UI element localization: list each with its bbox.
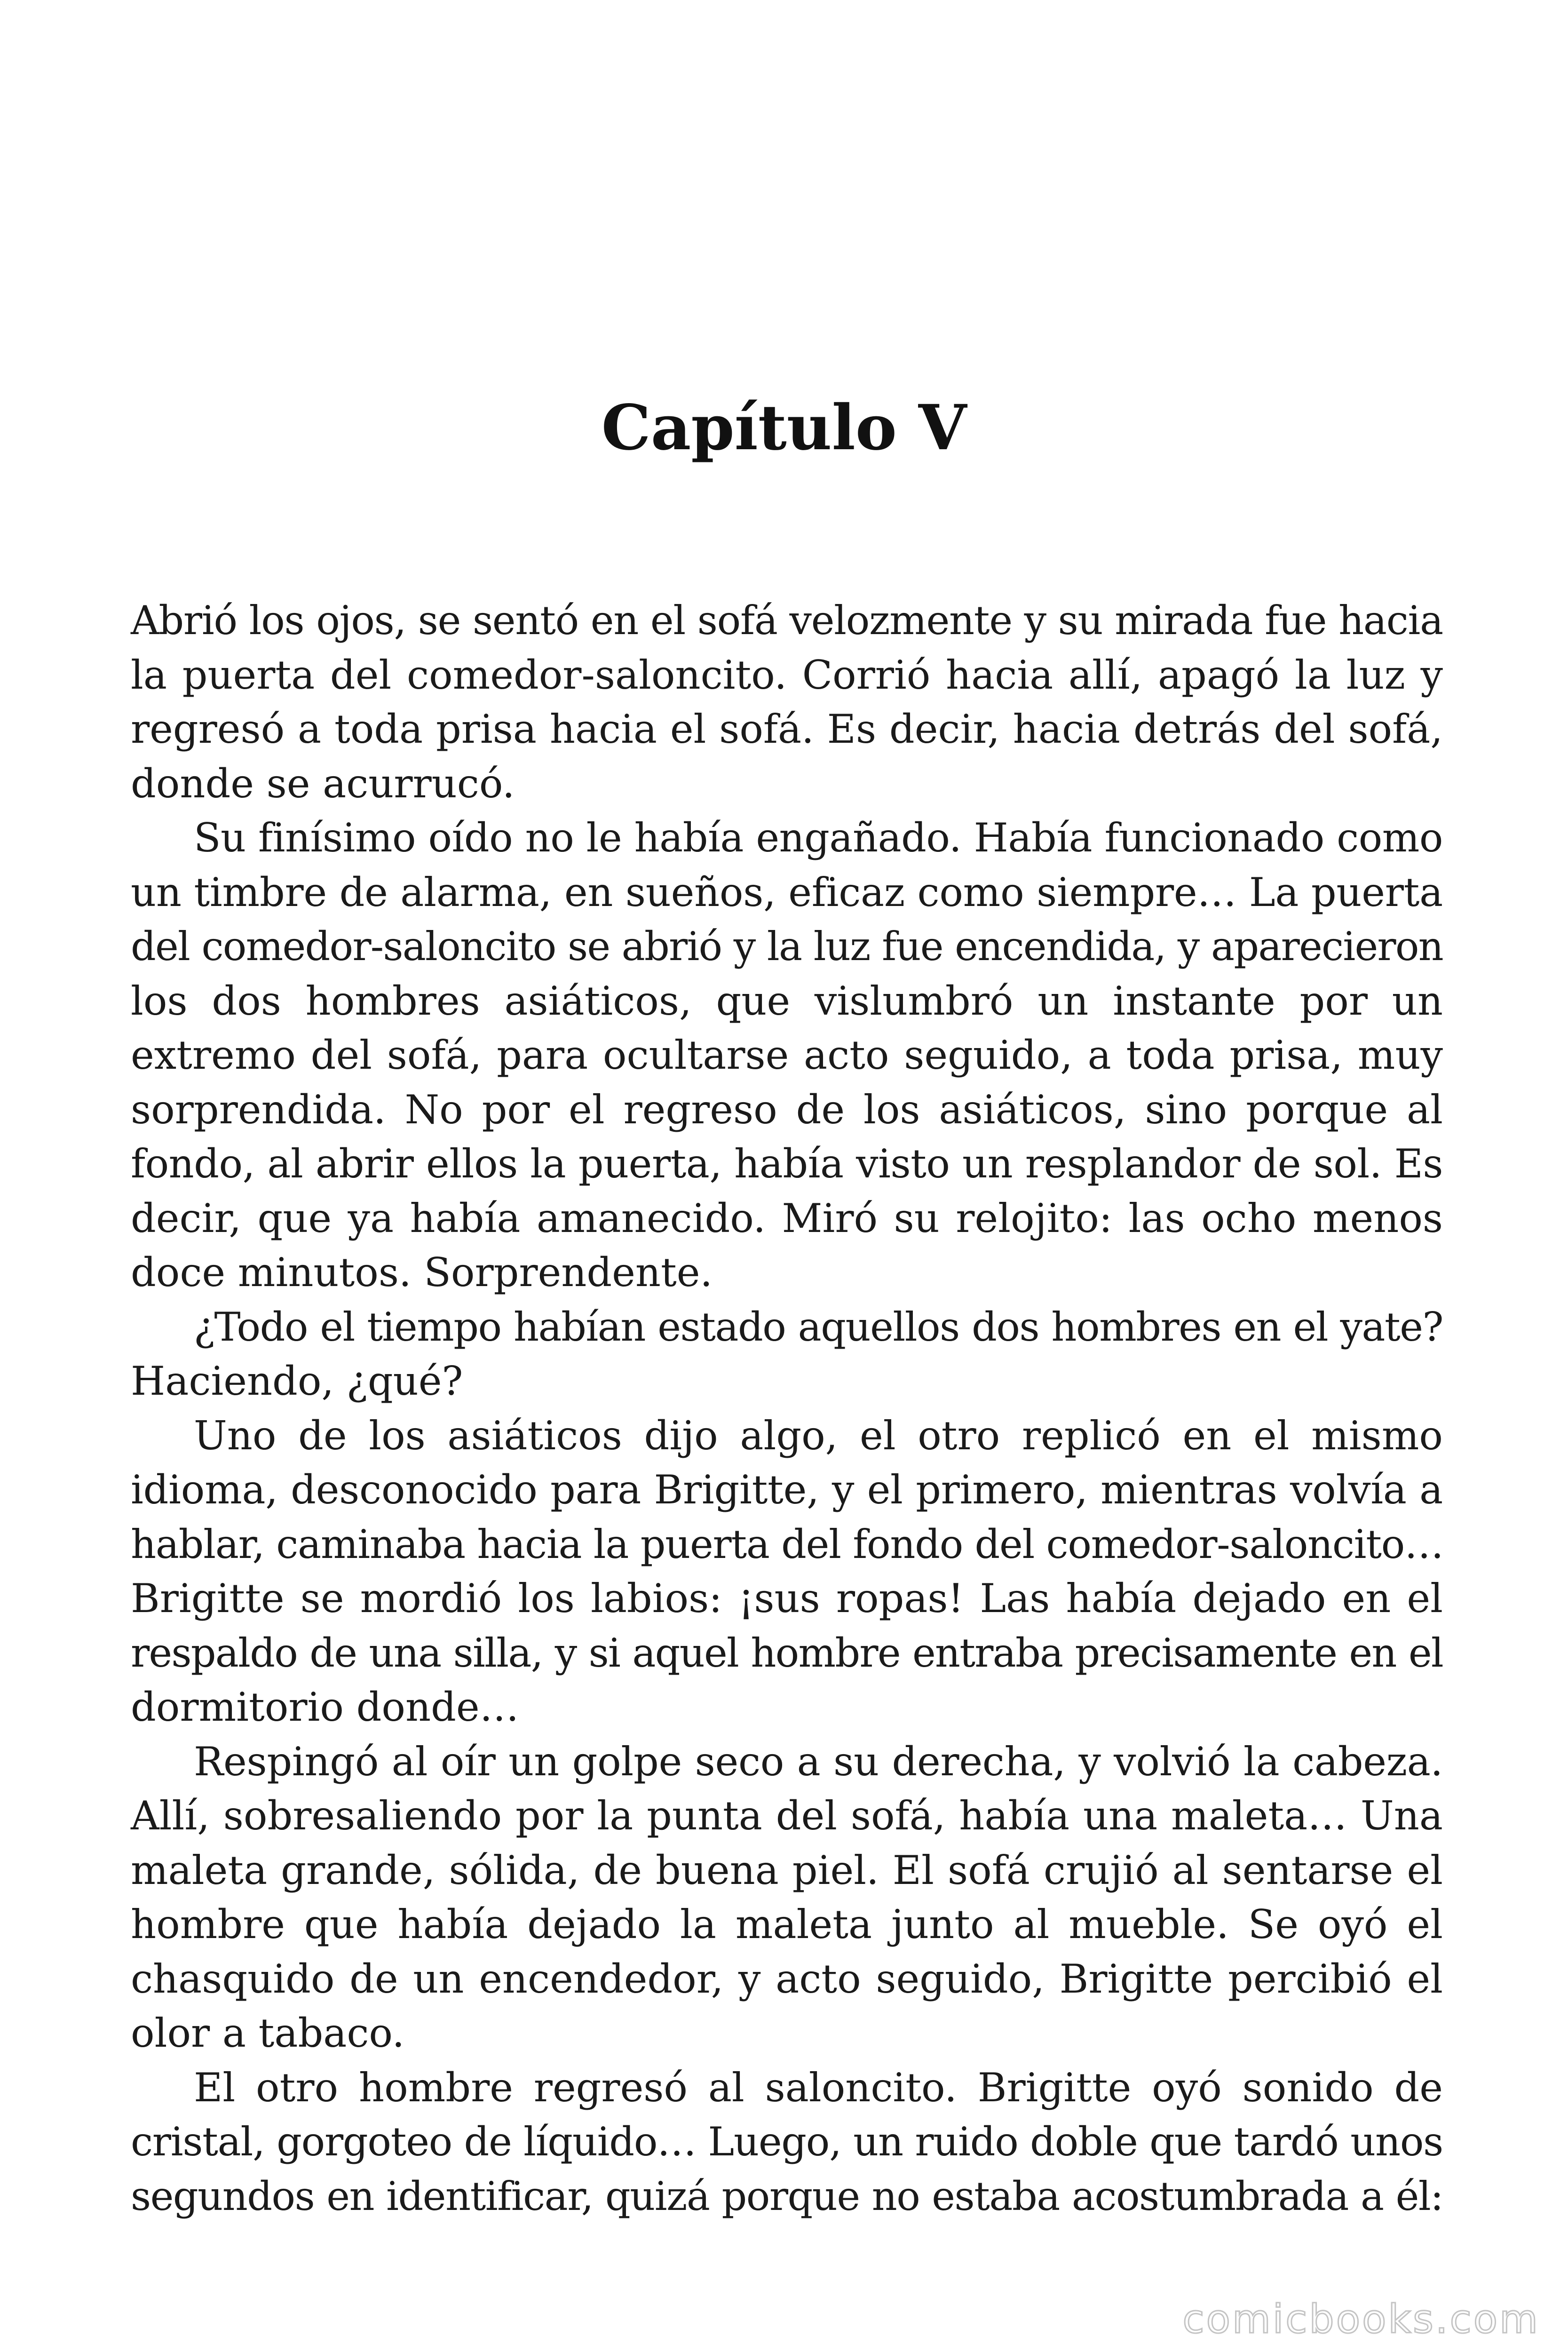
text-line: Uno de los asiáticos dijo algo, el otro replicó en el mismo — [194, 1412, 1443, 1459]
text-line: olor a tabaco. — [131, 2010, 405, 2056]
text-line: donde se acurrucó. — [131, 760, 515, 807]
text-line: dormitorio donde… — [131, 1684, 519, 1730]
text-line: Allí, sobresaliendo por la punta del sofá, había una maleta… Una — [131, 1793, 1443, 1839]
text-line: hombre que había dejado la maleta junto al mueble. Se oyó el — [131, 1901, 1443, 1947]
text-line: El otro hombre regresó al saloncito. Brigitte oyó sonido de — [194, 2064, 1443, 2111]
text-line: Respingó al oír un golpe seco a su derecha, y volvió la cabeza. — [194, 1738, 1443, 1785]
text-line: extremo del sofá, para ocultarse acto seguido, a toda prisa, muy — [131, 1032, 1443, 1078]
text-line: segundos en identificar, quizá porque no estaba acostumbrada a él: — [131, 2173, 1443, 2219]
text-line: del comedor-saloncito se abrió y la luz fue encendida, y aparecieron — [131, 923, 1443, 969]
text-line: Abrió los ojos, se sentó en el sofá velozmente y su mirada fue hacia — [131, 597, 1443, 644]
text-line: decir, que ya había amanecido. Miró su relojito: las ocho menos — [131, 1195, 1443, 1241]
text-line: idioma, desconocido para Brigitte, y el primero, mientras volvía a — [131, 1467, 1443, 1513]
text-line: un timbre de alarma, en sueños, eficaz como siempre… La puerta — [131, 869, 1443, 915]
text-line: fondo, al abrir ellos la puerta, había visto un resplandor de sol. Es — [131, 1141, 1443, 1187]
watermark-logo: comicbooks.com — [1182, 2296, 1540, 2342]
text-line: ¿Todo el tiempo habían estado aquellos dos hombres en el yate? — [194, 1303, 1443, 1350]
text-line: doce minutos. Sorprendente. — [131, 1249, 713, 1295]
text-line: maleta grande, sólida, de buena piel. El sofá crujió al sentarse el — [131, 1847, 1443, 1893]
text-line: Brigitte se mordió los labios: ¡sus ropas! Las había dejado en el — [131, 1575, 1443, 1621]
text-line: respaldo de una silla, y si aquel hombre entraba precisamente en el — [131, 1629, 1443, 1676]
chapter-title: Capítulo V — [601, 391, 967, 464]
text-line: sorprendida. No por el regreso de los asiáticos, sino porque al — [131, 1086, 1443, 1133]
text-line: Haciendo, ¿qué? — [131, 1358, 463, 1404]
text-line: los dos hombres asiáticos, que vislumbró un instante por un — [131, 977, 1443, 1024]
text-line: Su finísimo oído no le había engañado. Había funcionado como — [194, 815, 1443, 861]
text-line: chasquido de un encendedor, y acto seguido, Brigitte percibió el — [131, 1955, 1443, 2002]
text-line: regresó a toda prisa hacia el sofá. Es decir, hacia detrás del sofá, — [131, 706, 1443, 752]
chapter-body-text — [131, 594, 1443, 2224]
text-line: cristal, gorgoteo de líquido… Luego, un ruido doble que tardó unos — [131, 2119, 1443, 2165]
text-line: hablar, caminaba hacia la puerta del fondo del comedor-saloncito… — [131, 1521, 1443, 1567]
text-line: la puerta del comedor-saloncito. Corrió hacia allí, apagó la luz y — [131, 652, 1443, 698]
